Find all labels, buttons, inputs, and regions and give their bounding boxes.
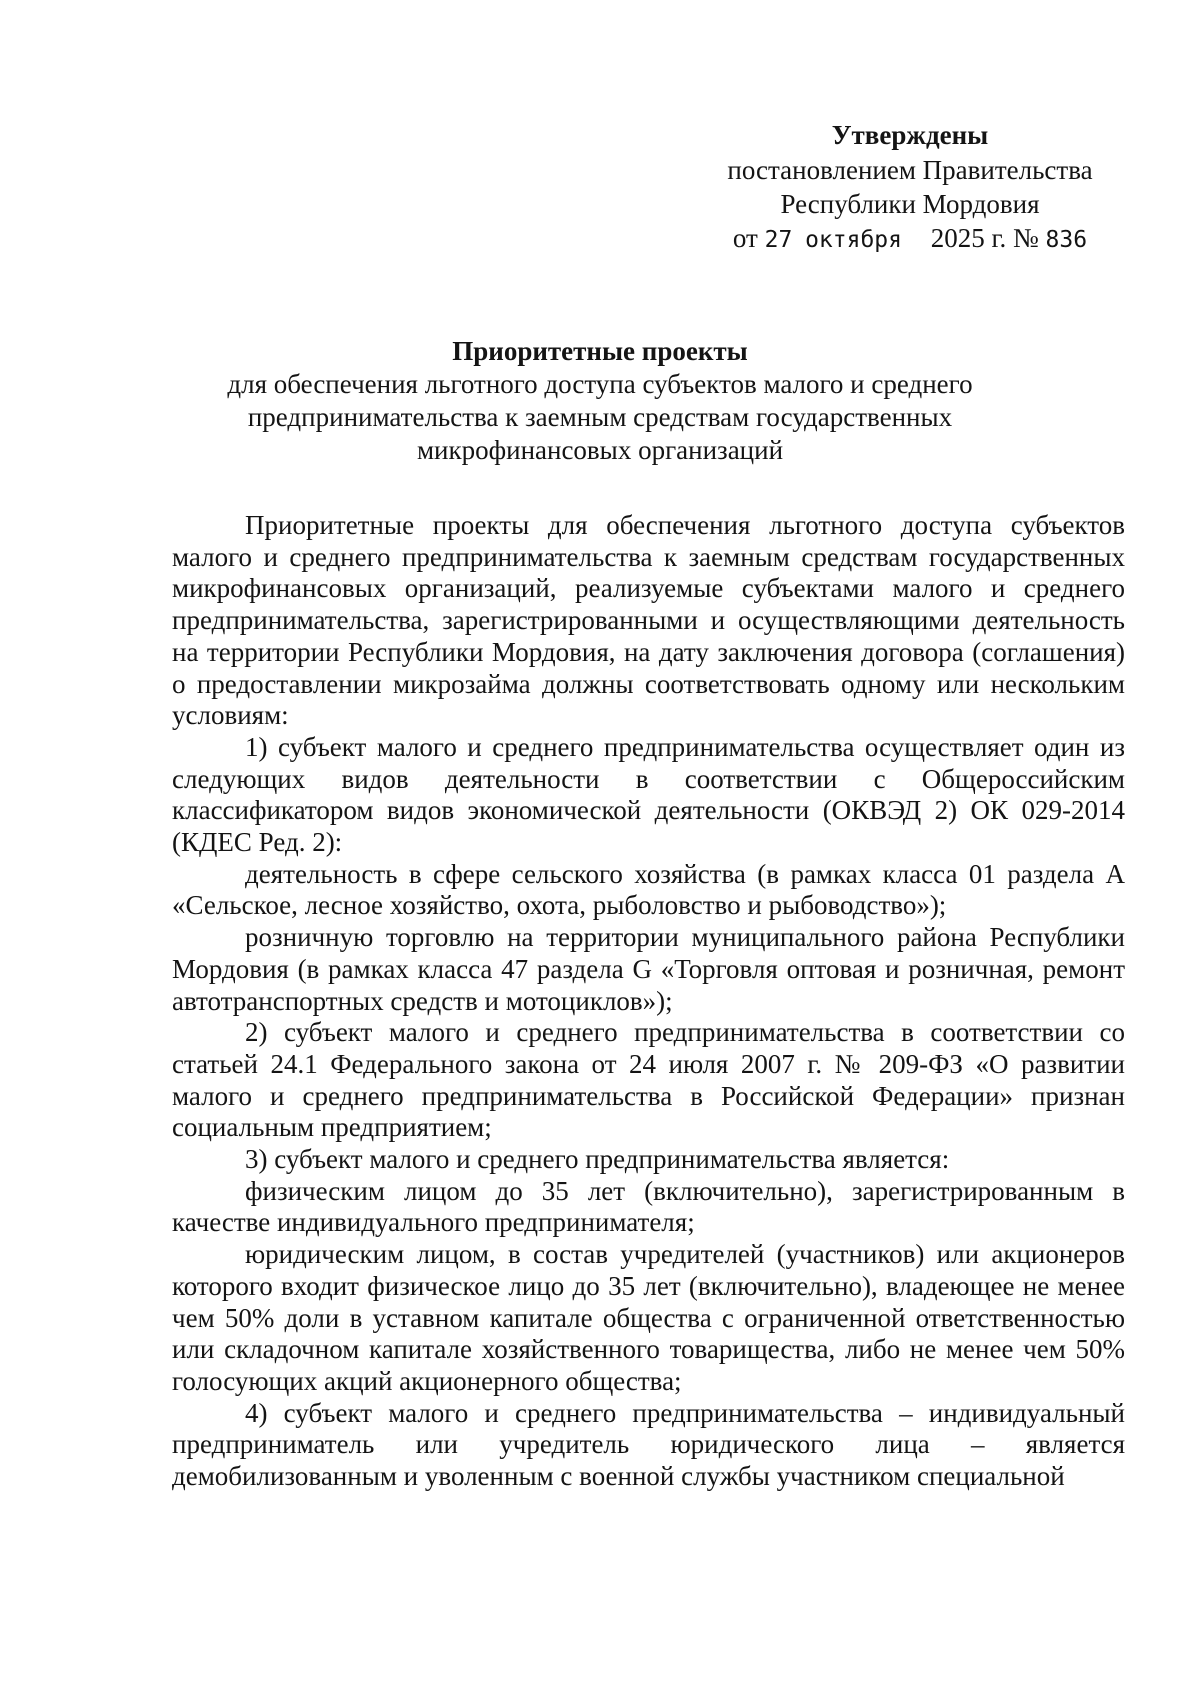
- document-body: [172, 510, 1125, 1493]
- approval-date-prefix: от: [732, 223, 758, 253]
- paragraph-condition-4: 4) субъект малого и среднего предпринимательства – индивидуальный предприниматель или учредитель юридического лица – является демобилизованным и уволенным с военной службы участником специальной: [172, 1397, 1125, 1492]
- approval-stamp: [700, 118, 1120, 257]
- document-subtitle-line-1: для обеспечения льготного доступа субъектов малого и среднего: [227, 369, 973, 399]
- approval-date-day: 27: [764, 227, 793, 253]
- paragraph-agriculture: деятельность в сфере сельского хозяйства (в рамках класса 01 раздела А «Сельское, лесное хозяйство, охота, рыболовство и рыбоводство»);: [172, 858, 1125, 921]
- document-subtitle-line-3: микрофинансовых организаций: [416, 435, 784, 465]
- document-title: Приоритетные проекты: [452, 336, 748, 366]
- paragraph-intro: Приоритетные проекты для обеспечения льготного доступа субъектов малого и среднего предпринимательства к заемным средствам государственных микрофинансовых организаций, реализуемые субъектами малого и среднего предпринимательства, зарегистрированными и осуществляющими деятельность на территории Республики Мордовия, на дату заключения договора (соглашения) о предоставлении микрозайма должны соответствовать одному или нескольким условиям:: [172, 510, 1125, 731]
- paragraph-legal-entity: юридическим лицом, в состав учредителей (участников) или акционеров которого входит физическое лицо до 35 лет (включительно), владеющее не менее чем 50% доли в уставном капитале общества с ограниченной ответственностью или складочном капитале хозяйственного товарищества, либо не менее чем 50% голосующих акций акционерного общества;: [172, 1239, 1125, 1396]
- paragraph-condition-1: 1) субъект малого и среднего предпринимательства осуществляет один из следующих видов деятельности в соответствии с Общероссийским классификатором видов экономической деятельности (ОКВЭД 2) ОК 029-2014 (КДЕС Ред. 2):: [172, 731, 1125, 858]
- document-title-block: [150, 335, 1050, 467]
- paragraph-condition-2: 2) субъект малого и среднего предпринимательства в соответствии со статьей 24.1 Федерального закона от 24 июля 2007 г. № 209-ФЗ «О развитии малого и среднего предпринимательства в Российской Федерации» признан социальным предприятием;: [172, 1017, 1125, 1143]
- paragraph-retail: розничную торговлю на территории муниципального района Республики Мордовия (в рамках класса 47 раздела G «Торговля оптовая и розничная, ремонт автотранспортных средств и мотоциклов»);: [172, 922, 1125, 1016]
- approval-date-month: октября: [805, 227, 902, 253]
- paragraph-individual: физическим лицом до 35 лет (включительно), зарегистрированным в качестве индивидуального предпринимателя;: [172, 1175, 1125, 1238]
- approval-title: Утверждены: [831, 120, 989, 150]
- approval-date-line: [700, 221, 1120, 257]
- document-subtitle-line-2: предпринимательства к заемным средствам государственных: [247, 402, 953, 432]
- approval-line-2: Республики Мордовия: [780, 189, 1040, 219]
- approval-line-1: постановлением Правительства: [727, 155, 1093, 185]
- paragraph-condition-3: 3) субъект малого и среднего предпринимательства является:: [245, 1144, 950, 1175]
- approval-date-year: 2025 г. №: [930, 223, 1039, 253]
- approval-number: 836: [1045, 227, 1088, 253]
